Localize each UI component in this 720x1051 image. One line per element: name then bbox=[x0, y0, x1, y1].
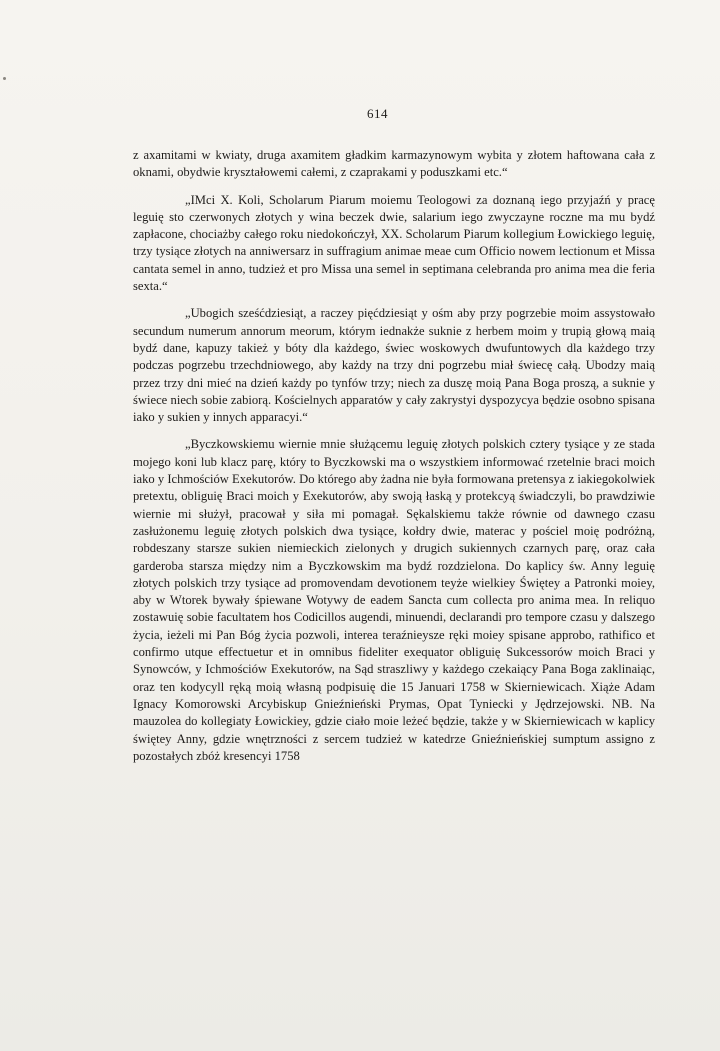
body-text bbox=[133, 147, 655, 765]
paragraph-continuation: z axamitami w kwiaty, druga axamitem gładkim karmazynowym wybita y złotem haftowana cała z oknami, obydwie kryształowemi całemi, z czaprakami y poduszkami etc.“ bbox=[133, 148, 655, 180]
paragraph-poor-funeral: „Ubogich sześćdziesiąt, a raczey pięćdziesiąt y ośm aby przy pogrzebie moim assystowało secundum numerum annorum meorum, którym iednakże suknie z herbem moim y trupią głową maią bydź dane, kapuzy takież y bóty dla każdego, świec woskowych dwufuntowych dla każdego trzy podczas pogrzebu trzechdniowego, aby każdy na trzy dni pogrzebu miał świecę całą. Ubodzy maią przez trzy dni mieć na dzień każdy po tynfów trzy; niech za duszę moią Pana Boga proszą, a suknie y świece niech sobie zabiorą. Kościelnych apparatów y cały zakrystyi dyspozycya będzie osobno spisana iako y sukien y innych apparacyi.“ bbox=[133, 306, 655, 425]
paragraph-byczkowski-legacy: „Byczkowskiemu wiernie mnie służącemu leguię złotych polskich cztery tysiące y ze stada mojego koni lub klacz parę, który to Byczkowski ma o wszystkiem informować rzetelnie braci moich iako y Ichmościów Exekutorów. Do którego aby żadna nie była formowana pretensya z iakiegokolwiek pretextu, obliguię Braci moich y Exekutorów, aby swoją łaską y protekcyą świadczyli, bo prawdziwie wiernie mi służył, pracował y siła mi pomagał. Sękalskiemu także równie od dawnego czasu zasłużonemu leguię złotych polskich dwa tysiące, kołdry dwie, materac y pościel moię podróżną, robdeszany starsze sukien niemieckich zielonych y drugich sukiennych czarnych parę, oraz cała garderoba starsza między nim a Byczkowskim ma bydź rozdzielona. Do kaplicy św. Anny leguię złotych polskich trzy tysiące ad promovendam devotionem teyże wielkiey Świętey a Patronki moiey, aby w Wtorek bywały śpiewane Wotywy de eadem Sancta cum collecta pro anima mea. In reliquo zostawuię sobie facultatem hos Codicillos augendi, minuendi, declarandi pro tempore czasu y dalszego życia, ieżeli mi Pan Bóg życia pozwoli, interea teraźnieysze ręki moiey spisane approbo, rathifico et confirmo utque effectuetur et in omnibus fideliter exequator obliguię Sukcessorów moich Braci y Synowców, y Ichmościów Exekutorów, na Sąd straszliwy y każdego czekaiący Pana Boga zaklinaiąc, oraz ten kodycyll ręką moią własną podpisuię die 15 Januari 1758 w Skierniewicach. Xiąże Adam Ignacy Komorowski Arcybiskup Gnieźnieński Prymas, Opat Tyniecki y Jędrzejowski. NB. Na mauzolea do kollegiaty Łowickiey, gdzie ciało moie leżeć będzie, także y w Skierniewicach w kaplicy świętey Anny, gdzie wnętrzności z sercem tudzież w katedrze Gnieźnieńskiej sumptum assigno z pozostałych zbóż kresencyi 1758 bbox=[133, 437, 655, 763]
page-number: 614 bbox=[367, 106, 388, 121]
scan-speck bbox=[3, 77, 6, 80]
paragraph-koli-legacy: „IMci X. Koli, Scholarum Piarum moiemu Teologowi za doznaną iego przyjaźń y pracę leguię sto czerwonych złotych y wina beczek dwie, salarium iego zwyczayne roczne ma mu bydź zapłacone, chociażby całego roku niedokończył, XX. Scholarum Piarum kollegium Łowickiego leguię, trzy tysiące złotych na anniwersarz in suffragium animae meae cum Officio nowem lectionum et Missa cantata semel in anno, tudzież et pro Missa una semel in septimana celebranda pro anima mea die feria sexta.“ bbox=[133, 192, 655, 294]
